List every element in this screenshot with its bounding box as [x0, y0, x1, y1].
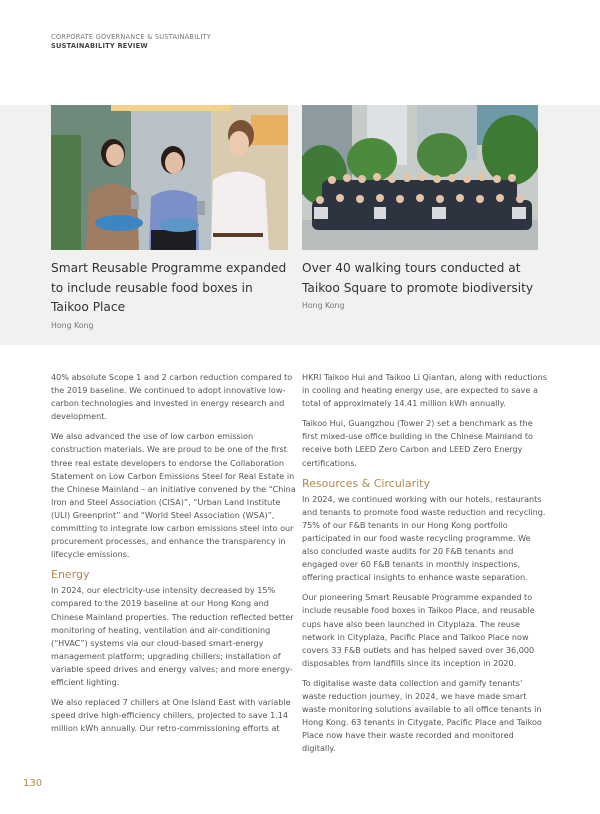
- paragraph: We also replaced 7 chillers at One Island East with variable speed drive high-efficiency chillers, projected to save 1.14 million kWh annually. Our retro-commissioning efforts at: [51, 697, 291, 734]
- paragraph: 40% absolute Scope 1 and 2 carbon reduction compared to the 2019 baseline. We continued to adopt innovative low-carbon technologies and invested in energy research and development.: [51, 372, 293, 422]
- subsection-label: SUSTAINABILITY REVIEW: [51, 42, 148, 50]
- feature-location: Hong Kong: [302, 301, 345, 310]
- running-header: [51, 33, 211, 51]
- feature-title: Over 40 walking tours conducted at Taikoo Square to promote biodiversity: [302, 261, 534, 295]
- paragraph: We also advanced the use of low carbon emission construction materials. We are proud to be one of the first three real estate developers to endorse the Collaboration Statement on Low Carbon Emissions Steel for Real Estate in the Chinese Mainland – an initiative convened by the “China Iron and Steel Association (CISA)”, “Urban Land Institute (ULI) Greenprint” and “World Steel Association (WSA)”, committing to integrate low carbon emissions steel into our procurement processes, and enhance the transparency in lifecycle emissions.: [51, 431, 296, 560]
- paragraph: Taikoo Hui, Guangzhou (Tower 2) set a benchmark as the first mixed-use office building in the Chinese Mainland to receive both LEED Zero Carbon and LEED Zero Energy certifications.: [302, 418, 533, 468]
- feature-title: Smart Reusable Programme expanded to include reusable food boxes in Taikoo Place: [51, 261, 287, 314]
- photo-group-walking-tour-icon: [302, 105, 538, 250]
- section-label: CORPORATE GOVERNANCE & SUSTAINABILITY: [51, 33, 212, 41]
- paragraph: In 2024, our electricity-use intensity decreased by 15% compared to the 2019 baseline at our Hong Kong and Chinese Mainland properties. The reduction reflected better monitoring of heating, ventilation and air-conditioning (“HVAC”) systems via our cloud-based smart-energy management platform; upgrading chillers; installation of variable speed drives and energy valves; and more energy-efficient lighting.: [51, 585, 294, 687]
- feature-caption-reusables: [51, 259, 291, 333]
- feature-photo-walking-tour: [302, 105, 538, 250]
- body-column-right: [302, 371, 547, 762]
- page-number: 130: [23, 778, 43, 789]
- paragraph: To digitalise waste data collection and gamify tenants’ waste reduction journey, in 2024, we have made smart waste monitoring solutions available to all office tenants in Hong Kong. 63 tenants in Citygate, Pacific Place and Taikoo Place now have their waste recorded and monitored digitally.: [302, 677, 542, 754]
- paragraph: In 2024, we continued working with our hotels, restaurants and tenants to promote food waste reduction and recycling. 75% of our F&B tenants in our Hong Kong portfolio participated in our food waste recycling programme. We also concluded waste audits for 20 F&B tenants and engaged over 60 F&B tenants in monthly inspections, offering practical insights to enhance waste separation.: [302, 493, 546, 583]
- paragraph: HKRI Taikoo Hui and Taikoo Li Qiantan, along with reductions in cooling and heating energy use, are expected to save a total of approximately 14.41 million kWh annually.: [302, 372, 547, 409]
- feature-location: Hong Kong: [51, 320, 94, 330]
- body-column-left: [51, 371, 296, 742]
- feature-photo-reusables: [51, 105, 288, 250]
- section-heading-resources: Resources & Circularity: [302, 476, 430, 490]
- feature-caption-walking-tour: [302, 259, 542, 313]
- photo-people-reusable-cups-icon: [51, 105, 288, 250]
- section-heading-energy: Energy: [51, 568, 90, 582]
- paragraph: Our pioneering Smart Reusable Programme expanded to include reusable food boxes in Taikoo Place, and reusable cups have also been launched in Cityplaza. The reuse network in Cityplaza, Pacific Place and Taikoo Place now covers 33 F&B outlets and has helped saved over 36,000 disposables from landfills since its inception in 2020.: [302, 592, 535, 668]
